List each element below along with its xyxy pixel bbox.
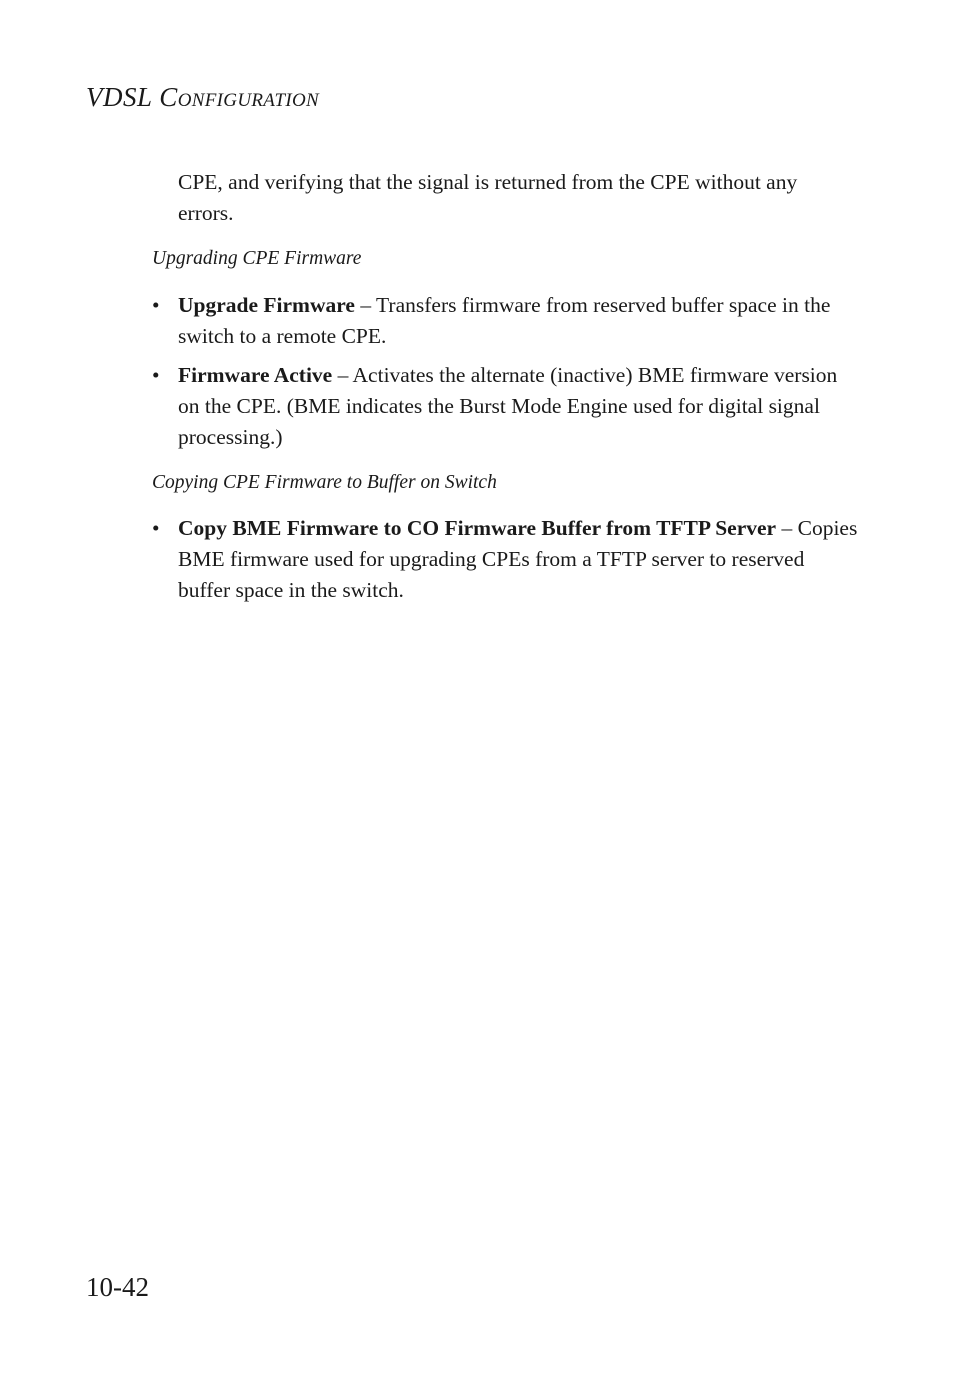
list-item: [152, 290, 858, 352]
intro-paragraph: CPE, and verifying that the signal is returned from the CPE without any errors.: [178, 170, 798, 225]
section-heading-copying: Copying CPE Firmware to Buffer on Switch: [152, 472, 497, 493]
page-number: 10-42: [86, 1272, 149, 1302]
running-header-smallcaps: ONFIGURATION: [177, 90, 319, 111]
bullet-icon: •: [152, 363, 160, 387]
item-description: – Activates the alternate (inactive) BME firmware version on the CPE. (BME indicates the Burst Mode Engine used for digital signal processing.): [178, 363, 838, 449]
item-term: Copy BME Firmware to CO Firmware Buffer from TFTP Server: [178, 516, 777, 540]
running-header-main: VDSL C: [86, 82, 178, 112]
section-heading-upgrading: Upgrading CPE Firmware: [152, 248, 362, 269]
bullet-icon: •: [152, 293, 160, 317]
item-description: – Copies BME firmware used for upgrading CPEs from a TFTP server to reserved buffer space in the switch.: [178, 516, 858, 602]
item-term: Upgrade Firmware: [178, 293, 355, 317]
item-term: Firmware Active: [178, 363, 333, 387]
bullet-icon: •: [152, 516, 160, 540]
list-item: [152, 513, 858, 606]
item-description: – Transfers firmware from reserved buffer space in the switch to a remote CPE.: [178, 293, 831, 348]
list-item: [152, 360, 858, 453]
running-header: [86, 82, 319, 113]
